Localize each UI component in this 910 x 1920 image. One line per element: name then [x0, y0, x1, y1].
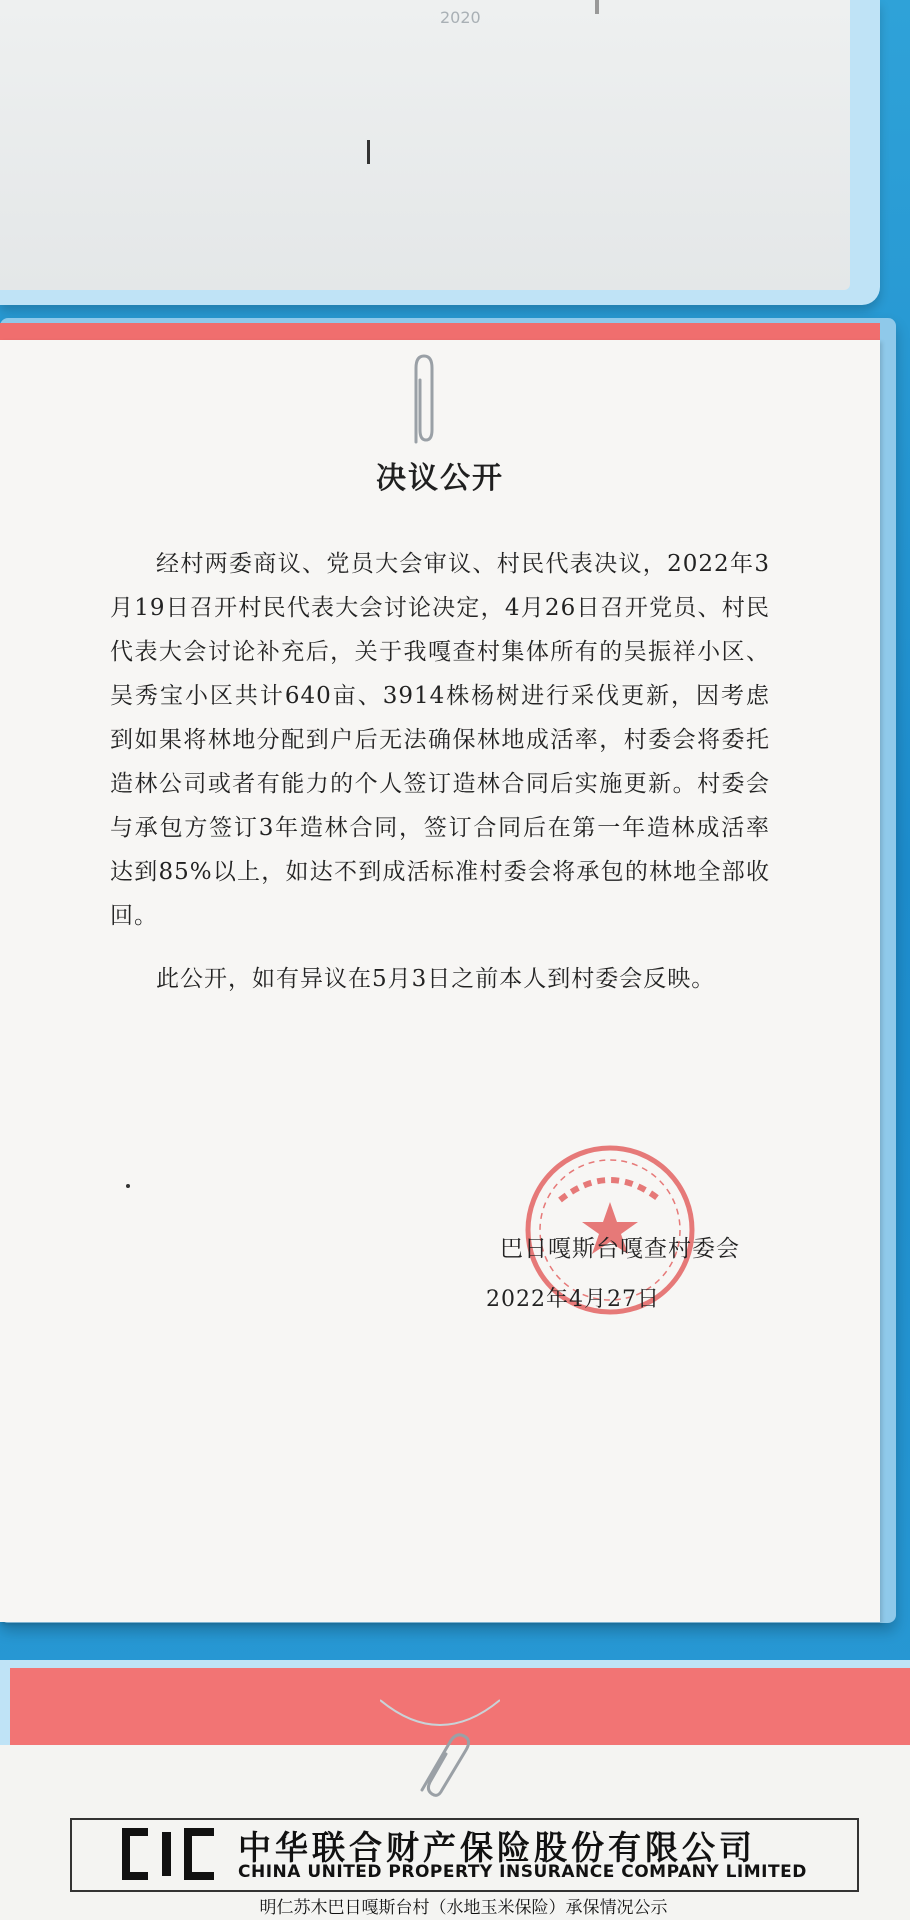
paper-clip-icon [380, 1690, 500, 1810]
company-name-chinese: 中华联合财产保险股份有限公司 [238, 1828, 756, 1867]
ink-dot [126, 1184, 130, 1188]
signature-date: 2022年4月27日 [486, 1287, 660, 1312]
notice-paragraph: 经村两委商议、党员大会审议、村民代表决议，2022年3月19日召开村民代表大会讨论决定，4月26日召开党员、村民代表大会讨论补充后，关于我嘎查村集体所有的吴振祥小区、吴秀宝小区共计640亩、3914株杨树进行采伐更新，因考虑到如果将林地分配到户后无法确保林地成活率，村委会将委托造林公司或者有能力的个人签订造林合同后实施更新。村委会与承包方签订3年造林合同，签订合同后在第一年造林成活率达到85%以上，如达不到成活标准村委会将承包的林地全部收回。 [110, 551, 770, 929]
company-logo [118, 1828, 228, 1880]
insurance-caption: 明仁苏木巴日嘎斯台村（水地玉米保险）承保情况公示 [259, 1898, 668, 1918]
ink-mark [595, 0, 599, 14]
signer-organization: 巴日嘎斯台嘎查村委会 [500, 1236, 740, 1262]
company-name-english: CHINA UNITED PROPERTY INSURANCE COMPANY LIMITED [238, 1862, 807, 1882]
top-notice-paper [0, 0, 850, 290]
top-notice-year: 2020 [440, 8, 481, 27]
notice-title: 决议公开 [376, 461, 504, 496]
notice-body [110, 542, 770, 938]
ink-mark [367, 140, 370, 164]
notice-closing: 此公开，如有异议在5月3日之前本人到村委会反映。 [156, 966, 716, 992]
paper-clip-icon [404, 350, 442, 450]
